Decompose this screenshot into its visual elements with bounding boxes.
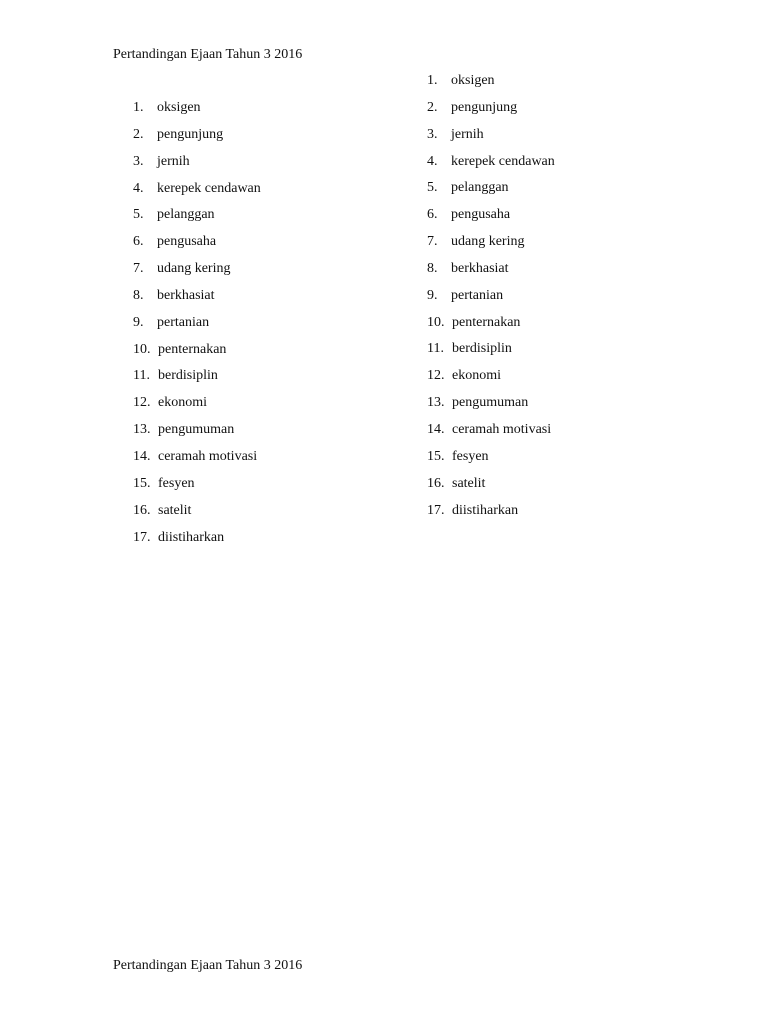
list-item [427,502,555,529]
list-item-number: 4. [427,153,438,169]
word-list-left [133,99,261,555]
list-item [427,179,555,206]
list-item [427,72,555,99]
list-item [133,180,261,207]
list-item-number: 15. [427,448,445,464]
list-item [427,126,555,153]
list-item [133,314,261,341]
list-item-number: 16. [427,475,445,491]
list-item-number: 10. [427,314,445,330]
list-item [133,475,261,502]
list-item [133,287,261,314]
list-item [427,153,555,180]
list-item [133,502,261,529]
list-item-word: pelanggan [451,180,509,196]
word-list-right [427,72,555,528]
list-item-word: pengumuman [452,395,529,411]
list-item-word: pelanggan [157,207,215,223]
list-item-number: 14. [427,421,445,437]
list-item-number: 11. [427,341,444,357]
list-item [427,394,555,421]
list-item-word: oksigen [157,100,201,115]
list-item-word: udang kering [157,261,231,277]
list-item [133,341,261,368]
list-item-word: pengunjung [157,126,224,142]
list-item-word: pertanian [157,314,210,330]
list-item-number: 8. [427,260,438,276]
list-item-word: pertanian [451,287,504,303]
list-item-word: ceramah motivasi [452,421,552,437]
list-item [133,260,261,287]
list-item-number: 17. [133,529,151,545]
list-item-number: 2. [427,99,438,115]
list-item [427,421,555,448]
list-item [427,475,555,502]
page-footer: Pertandingan Ejaan Tahun 3 2016 [113,958,303,973]
list-item [133,126,261,153]
list-item [133,153,261,180]
list-item-word: fesyen [452,448,489,464]
list-item-word: berdisiplin [158,368,218,384]
list-item [133,421,261,448]
list-item-number: 17. [427,502,445,518]
list-item-word: jernih [451,126,484,142]
list-item-number: 9. [133,314,144,330]
list-item-word: oksigen [451,73,495,88]
page-header: Pertandingan Ejaan Tahun 3 2016 [113,47,303,62]
list-item [427,287,555,314]
list-item-number: 5. [133,207,144,223]
list-item-number: 10. [133,341,151,357]
list-item-word: satelit [158,502,192,518]
list-item-word: pengusaha [451,207,511,223]
list-item [133,367,261,394]
list-item-number: 11. [133,368,150,384]
list-item-number: 16. [133,502,151,518]
list-item [427,448,555,475]
list-item-number: 5. [427,180,438,196]
list-item-number: 7. [133,261,144,277]
list-item-word: penternakan [158,341,227,357]
list-item [427,206,555,233]
list-item [427,340,555,367]
list-item-number: 13. [133,422,151,438]
list-item [133,233,261,260]
list-item-number: 6. [133,234,144,250]
list-item-word: fesyen [158,475,195,491]
list-item-word: penternakan [452,314,521,330]
list-item-number: 7. [427,234,438,250]
list-item-number: 3. [133,153,144,169]
list-item-word: berkhasiat [157,287,215,303]
list-item [427,314,555,341]
list-item [133,529,261,556]
list-item [133,99,261,126]
list-item-number: 15. [133,475,151,491]
list-item-word: kerepek cendawan [157,180,261,196]
list-item [133,448,261,475]
list-item-word: udang kering [451,234,525,250]
list-item-word: ekonomi [158,395,207,411]
list-item-number: 1. [133,100,144,115]
list-item-word: berdisiplin [452,341,512,357]
list-item-number: 14. [133,448,151,464]
list-item-number: 3. [427,126,438,142]
list-item-word: ekonomi [452,368,501,384]
list-item-word: diistiharkan [452,502,519,518]
list-item-word: jernih [157,153,190,169]
list-item-word: berkhasiat [451,260,509,276]
list-item-word: ceramah motivasi [158,448,258,464]
list-item-word: pengusaha [157,234,217,250]
list-item-number: 2. [133,126,144,142]
list-item-number: 1. [427,73,438,88]
list-item-word: pengunjung [451,99,518,115]
list-item-word: pengumuman [158,422,235,438]
list-item [427,233,555,260]
list-item-number: 12. [427,368,445,384]
list-item-number: 12. [133,395,151,411]
list-item-word: diistiharkan [158,529,225,545]
list-item [427,367,555,394]
list-item-word: satelit [452,475,486,491]
list-item-number: 8. [133,287,144,303]
list-item [427,99,555,126]
list-item-word: kerepek cendawan [451,153,555,169]
list-item-number: 13. [427,395,445,411]
list-item-number: 4. [133,180,144,196]
list-item-number: 6. [427,207,438,223]
list-item-number: 9. [427,287,438,303]
list-item [133,394,261,421]
list-item [133,206,261,233]
list-item [427,260,555,287]
